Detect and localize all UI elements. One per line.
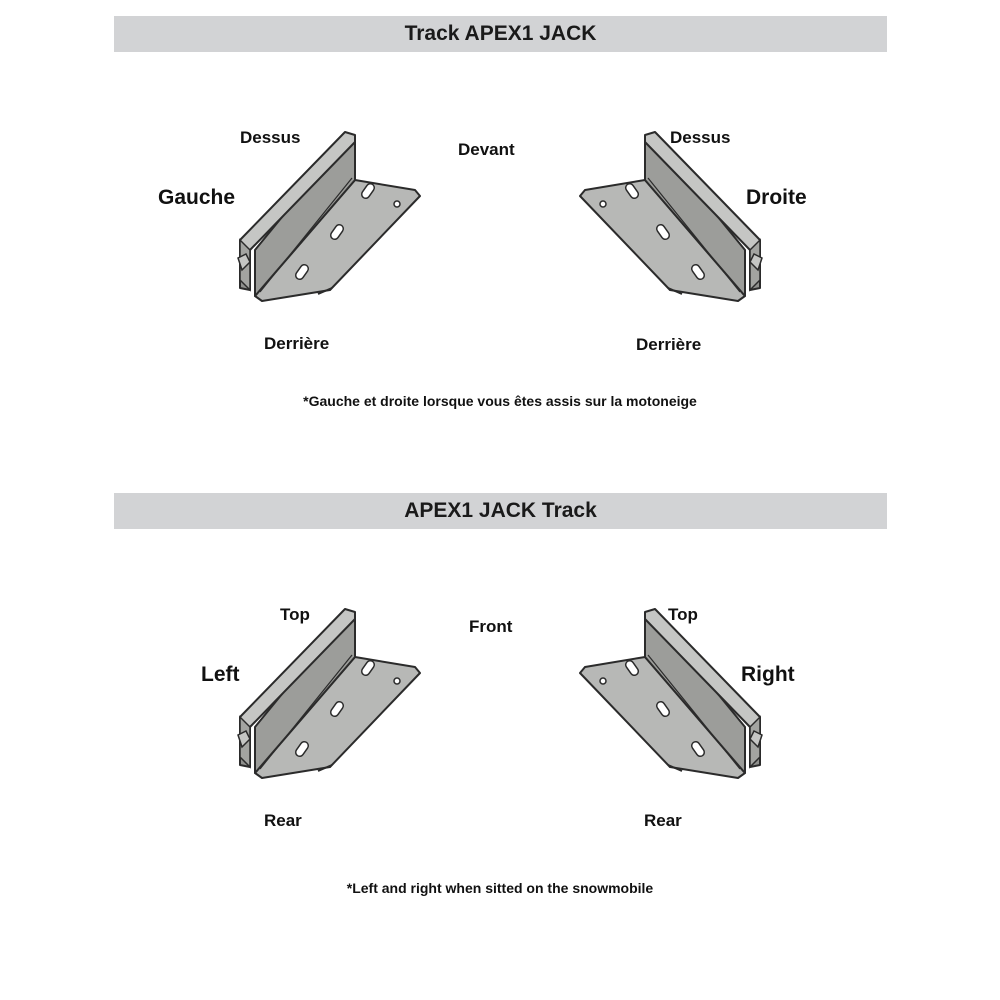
front-label: Front xyxy=(469,617,513,636)
top-left-label: Top xyxy=(280,605,310,624)
rear-left-label: Derrière xyxy=(264,334,330,353)
top-left-label: Dessus xyxy=(240,128,301,147)
french-section xyxy=(0,0,1000,480)
left-side-label: Gauche xyxy=(158,186,236,209)
top-right-label: Top xyxy=(668,605,698,624)
rear-left-label: Rear xyxy=(264,811,302,830)
orientation-note: *Left and right when sitted on the snowmobile xyxy=(346,880,654,896)
orientation-note: *Gauche et droite lorsque vous êtes assis sur la motoneige xyxy=(303,393,697,409)
english-section xyxy=(0,477,1000,957)
rear-right-label: Derrière xyxy=(636,335,702,354)
section-title-banner: Track APEX1 JACK xyxy=(114,16,887,52)
rear-right-label: Rear xyxy=(644,811,682,830)
right-side-label: Droite xyxy=(746,186,807,209)
left-side-label: Left xyxy=(201,663,240,686)
right-side-label: Right xyxy=(741,663,795,686)
top-right-label: Dessus xyxy=(670,128,731,147)
section-title-banner: APEX1 JACK Track xyxy=(114,493,887,529)
front-label: Devant xyxy=(458,140,515,159)
